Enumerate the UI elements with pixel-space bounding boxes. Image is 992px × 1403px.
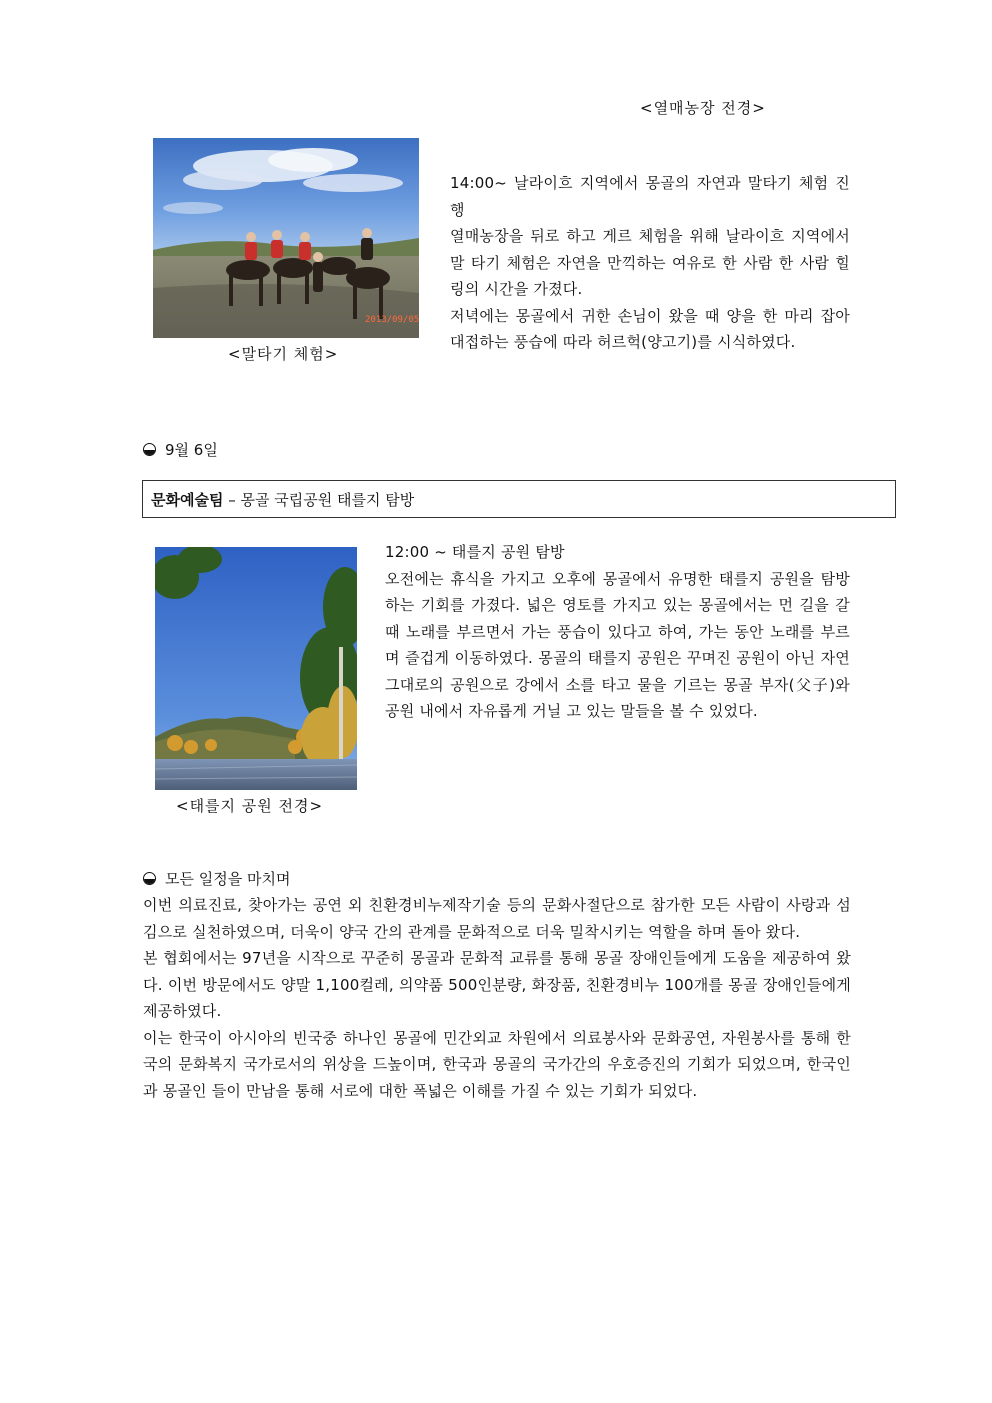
park-section-text <box>385 539 850 725</box>
closing-paragraph-3: 이는 한국이 아시아의 빈국중 하나인 몽골에 민간외교 차원에서 의료봉사와 문화공연, 자원봉사를 통해 한국의 문화복지 국가로서의 위상을 드높이며, 한국과 몽골의 국가간의 우호증진의 기회가 되었으며, 한국인과 몽골인 들이 만남을 통해 서로에 대한 폭넓은 이해를 가질 수 있는 기회가 되었다. <box>143 1028 851 1100</box>
closing-heading <box>143 868 290 889</box>
photo-date-stamp: 2013/09/05 <box>365 315 419 325</box>
closing-text <box>143 892 851 1104</box>
horse-paragraph-3: 저녁에는 몽골에서 귀한 손님이 왔을 때 양을 한 마리 잡아 대접하는 풍습에 따라 허르헉(양고기)를 시식하였다. <box>450 306 850 351</box>
terelj-park-photo <box>155 547 357 790</box>
closing-heading-text: 모든 일정을 마치며 <box>165 870 291 888</box>
closing-paragraph-1: 이번 의료진료, 찾아가는 공연 외 친환경비누제작기술 등의 문화사절단으로 참가한 모든 사람이 사랑과 섬김으로 실천하였으며, 더욱이 양국 간의 관계를 문화적으로 더욱 밀착시키는 역할을 하며 돌아 왔다. <box>143 896 851 941</box>
horse-section-text <box>450 170 850 356</box>
horse-paragraph-1: 14:00~ 날라이흐 지역에서 몽골의 자연과 말타기 체험 진행 <box>450 174 850 219</box>
horse-photo-caption: <말타기 체험> <box>228 345 339 363</box>
team-title-box <box>142 480 896 518</box>
team-name: 문화예술팀 <box>151 490 224 509</box>
park-paragraph-1: 12:00 ~ 태를지 공원 탐방 <box>385 543 565 561</box>
half-circle-bullet-icon <box>143 443 156 456</box>
park-paragraph-2: 오전에는 휴식을 가지고 오후에 몽골에서 유명한 태를지 공원을 탐방하는 기회를 가졌다. 넓은 영토를 가지고 있는 몽골에서는 먼 길을 갈 때 노래를 부르면서 가는 풍습이 있다고 하여, 가는 동안 노래를 부르며 즐겁게 이동하였다. 몽골의 태를지 공원은 꾸며진 공원이 아닌 자연 그대로의 공원으로 강에서 소를 타고 물을 기르는 몽골 부자(父子)와 공원 내에서 자유롭게 거닐 고 있는 말들을 볼 수 있었다. <box>385 569 850 720</box>
closing-paragraph-2: 본 협회에서는 97년을 시작으로 꾸준히 몽골과 문화적 교류를 통해 몽골 장애인들에게 도움을 제공하여 왔다. 이번 방문에서도 양말 1,100컬레, 의약품 500인분량, 화장품, 친환경비누 100개를 몽골 장애인들에게 제공하였다. <box>143 949 851 1020</box>
horse-paragraph-2: 열매농장을 뒤로 하고 게르 체험을 위해 날라이흐 지역에서 말 타기 체험은 자연을 만끽하는 여유로 한 사람 한 사람 힐링의 시간을 가졌다. <box>450 227 850 298</box>
horse-riding-photo <box>153 138 419 338</box>
day-heading <box>143 439 218 460</box>
horse-riding-image <box>153 138 419 338</box>
terelj-park-image <box>155 547 357 790</box>
farm-caption: <열매농장 전경> <box>640 99 766 117</box>
day-heading-text: 9월 6일 <box>165 441 218 459</box>
team-activity: – 몽골 국립공원 태를지 탐방 <box>223 490 415 509</box>
half-circle-bullet-icon <box>143 872 156 885</box>
park-photo-caption: <태를지 공원 전경> <box>176 797 324 815</box>
